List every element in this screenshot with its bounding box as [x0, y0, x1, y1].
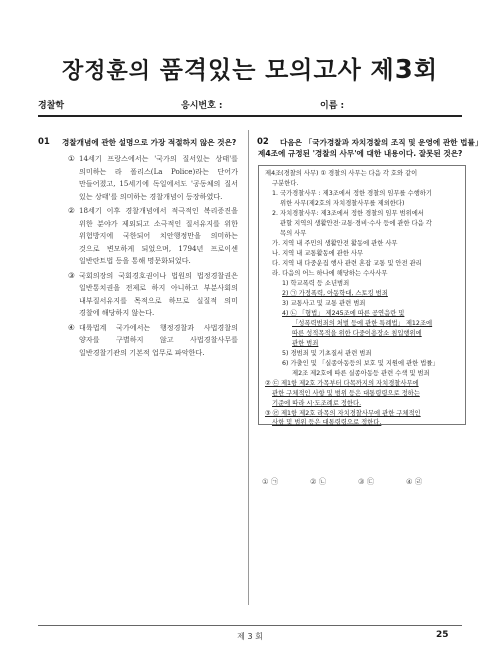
title-exam: 모의고사 [265, 56, 362, 84]
q2-option-1[interactable]: ① ㉠ [262, 477, 279, 486]
box-line: 3) 교통사고 및 교통 관련 범죄 [282, 300, 366, 307]
q1-option-1-text: 14세기 프랑스에서는 '국가의 질서있는 상태'를 의미하는 라 폴리스(La Police)라는 단어가 만들어졌고, 15세기에 독일에서도 '공동체의 질서 있는 상태'를 의미하는 경찰개념이 등장하였다. [79, 154, 238, 201]
q1-option-2[interactable] [68, 205, 238, 268]
title-round-prefix: 제 [370, 56, 395, 84]
box-line-underlined: 따른 성적목적을 위한 다중이용장소 침입행위에 [292, 330, 422, 337]
title-author: 장정훈의 [62, 59, 152, 84]
q2-option-2[interactable]: ② ㉡ [310, 477, 327, 486]
exam-number-label: 응시번호 : [181, 101, 223, 111]
q2-option-3[interactable]: ③ ㉢ [358, 477, 375, 486]
box-line-underlined: 기준에 따라 시·도조례로 정한다. [272, 400, 362, 407]
q1-option-4-marker: ④ [68, 322, 75, 332]
footer-divider [38, 625, 462, 626]
q1-option-1[interactable] [68, 153, 238, 203]
q1-option-4[interactable] [68, 322, 238, 360]
title-round-number: 3 [394, 55, 414, 85]
header-divider [38, 115, 462, 117]
box-line-underlined: 사항 및 범위 등은 대통령령으로 정한다. [272, 419, 382, 426]
q1-option-2-marker: ② [68, 206, 75, 215]
box-line: 위한 사무(제2호의 자치경찰사무를 제외한다) [280, 200, 405, 207]
box-line: 제4조(경찰의 사무) ① 경찰의 사무는 다음 각 호와 같이 [265, 170, 418, 177]
q2-prompt-line2: 제4조에 규정된 '경찰의 사무'에 대한 내용이다. 잘못된 것은? [258, 149, 463, 158]
q1-number: 01 [38, 137, 50, 147]
box-line: 제2조 제2호에 따른 실종아동등 관련 수색 및 범죄 [292, 370, 430, 377]
law-excerpt-box [258, 165, 466, 425]
q1-option-1-marker: ① [68, 154, 75, 163]
q1-option-3[interactable] [68, 270, 238, 320]
box-line: 1) 학교폭력 등 소년범죄 [282, 280, 350, 287]
box-line: 나. 지역 내 교통활동에 관한 사무 [272, 250, 364, 257]
page-title [0, 50, 500, 85]
q2-option-4[interactable]: ④ ㉣ [406, 477, 423, 486]
q2-prompt-line1: 다음은 「국가경찰과 자치경찰의 조직 및 운영에 관한 법률」 [280, 138, 483, 147]
box-line: 다. 지역 내 다중운집 행사 관련 혼잡 교통 및 안전 관리 [272, 260, 422, 267]
box-line: 구분한다. [272, 180, 299, 187]
box-line: 라. 다음의 어느 하나에 해당하는 수사사무 [272, 270, 388, 277]
subject-label: 경찰학 [38, 101, 65, 111]
box-line-underlined: 관한 범죄 [292, 340, 319, 347]
box-line: 2. 자치경찰사무: 제3조에서 정한 경찰의 임무 범위에서 [272, 210, 424, 217]
box-line: 1. 국가경찰사무 : 제3조에서 정한 경찰의 임무를 수행하기 [272, 190, 432, 197]
exam-info-row [38, 98, 462, 112]
box-line: 6) 가출인 및 「실종아동등의 보호 및 지원에 관한 법률」 [282, 360, 439, 367]
box-line-underlined: ② ㉢ 제1항 제2호 가목부터 다목까지의 자치경찰사무에 [265, 380, 419, 387]
box-line-underlined: ③ ㉣ 제1항 제2호 라목의 자치경찰사무에 관한 구체적인 [265, 410, 421, 417]
q2-number: 02 [257, 137, 269, 147]
q1-option-2-text: 18세기 이후 경찰개념에서 적극적인 복리증진을 위한 분야가 제외되고 소극적인 질서유지를 위한 위험방지에 국한되어 치안행정만을 의미하는 것으로 변모하게 되었으며, 1794년 프로이센 일반란트법 등을 통해 명문화되었다. [79, 206, 238, 265]
page-number: 25 [436, 630, 449, 640]
box-line-underlined: 4) ㉡ 「형법」 제245조에 따른 공연음란 및 [282, 310, 405, 317]
name-label: 이름 : [320, 101, 345, 111]
q1-prompt: 경찰개념에 관한 설명으로 가장 적절하지 않은 것은? [62, 138, 237, 147]
footer-round-label: 제 3 회 [237, 632, 263, 641]
box-line: 가. 지역 내 주민의 생활안전 활동에 관한 사무 [272, 240, 398, 247]
title-round-suffix: 회 [413, 56, 438, 84]
box-line: 5) 경범죄 및 기초질서 관련 범죄 [282, 350, 372, 357]
column-divider [248, 130, 249, 605]
box-line-underlined: 2) ㉠ 가정폭력, 아동학대, 스토킹 범죄 [282, 290, 388, 297]
title-quality: 품격있는 [159, 56, 257, 84]
box-line: 관할 지역의 생활안전·교통·경비·수사 등에 관한 다음 각 [280, 220, 432, 227]
box-line: 목의 사무 [280, 230, 307, 237]
q1-option-3-marker: ③ [68, 270, 75, 280]
q1-options [68, 153, 238, 361]
box-line-underlined: 관한 구체적인 사항 및 범위 등은 대통령령으로 정하는 [272, 390, 420, 397]
box-line-underlined: 「성폭력범죄의 처벌 등에 관한 특례법」 제12조에 [292, 320, 433, 327]
q1-option-4-text: 대륙법계 국가에서는 행정경찰과 사법경찰의 양자를 구별하지 않고 사법경찰사무를 일반경찰기관의 기본적 업무로 파악한다. [79, 322, 238, 357]
q1-option-3-text: 국회의장의 국회경호권이나 법원의 법정경찰권은 일반통치권을 전제로 하지 아니하고 부분사회의 내부질서유지를 목적으로 하므로 실질적 의미 경찰에 해당하지 않는다. [79, 270, 238, 317]
